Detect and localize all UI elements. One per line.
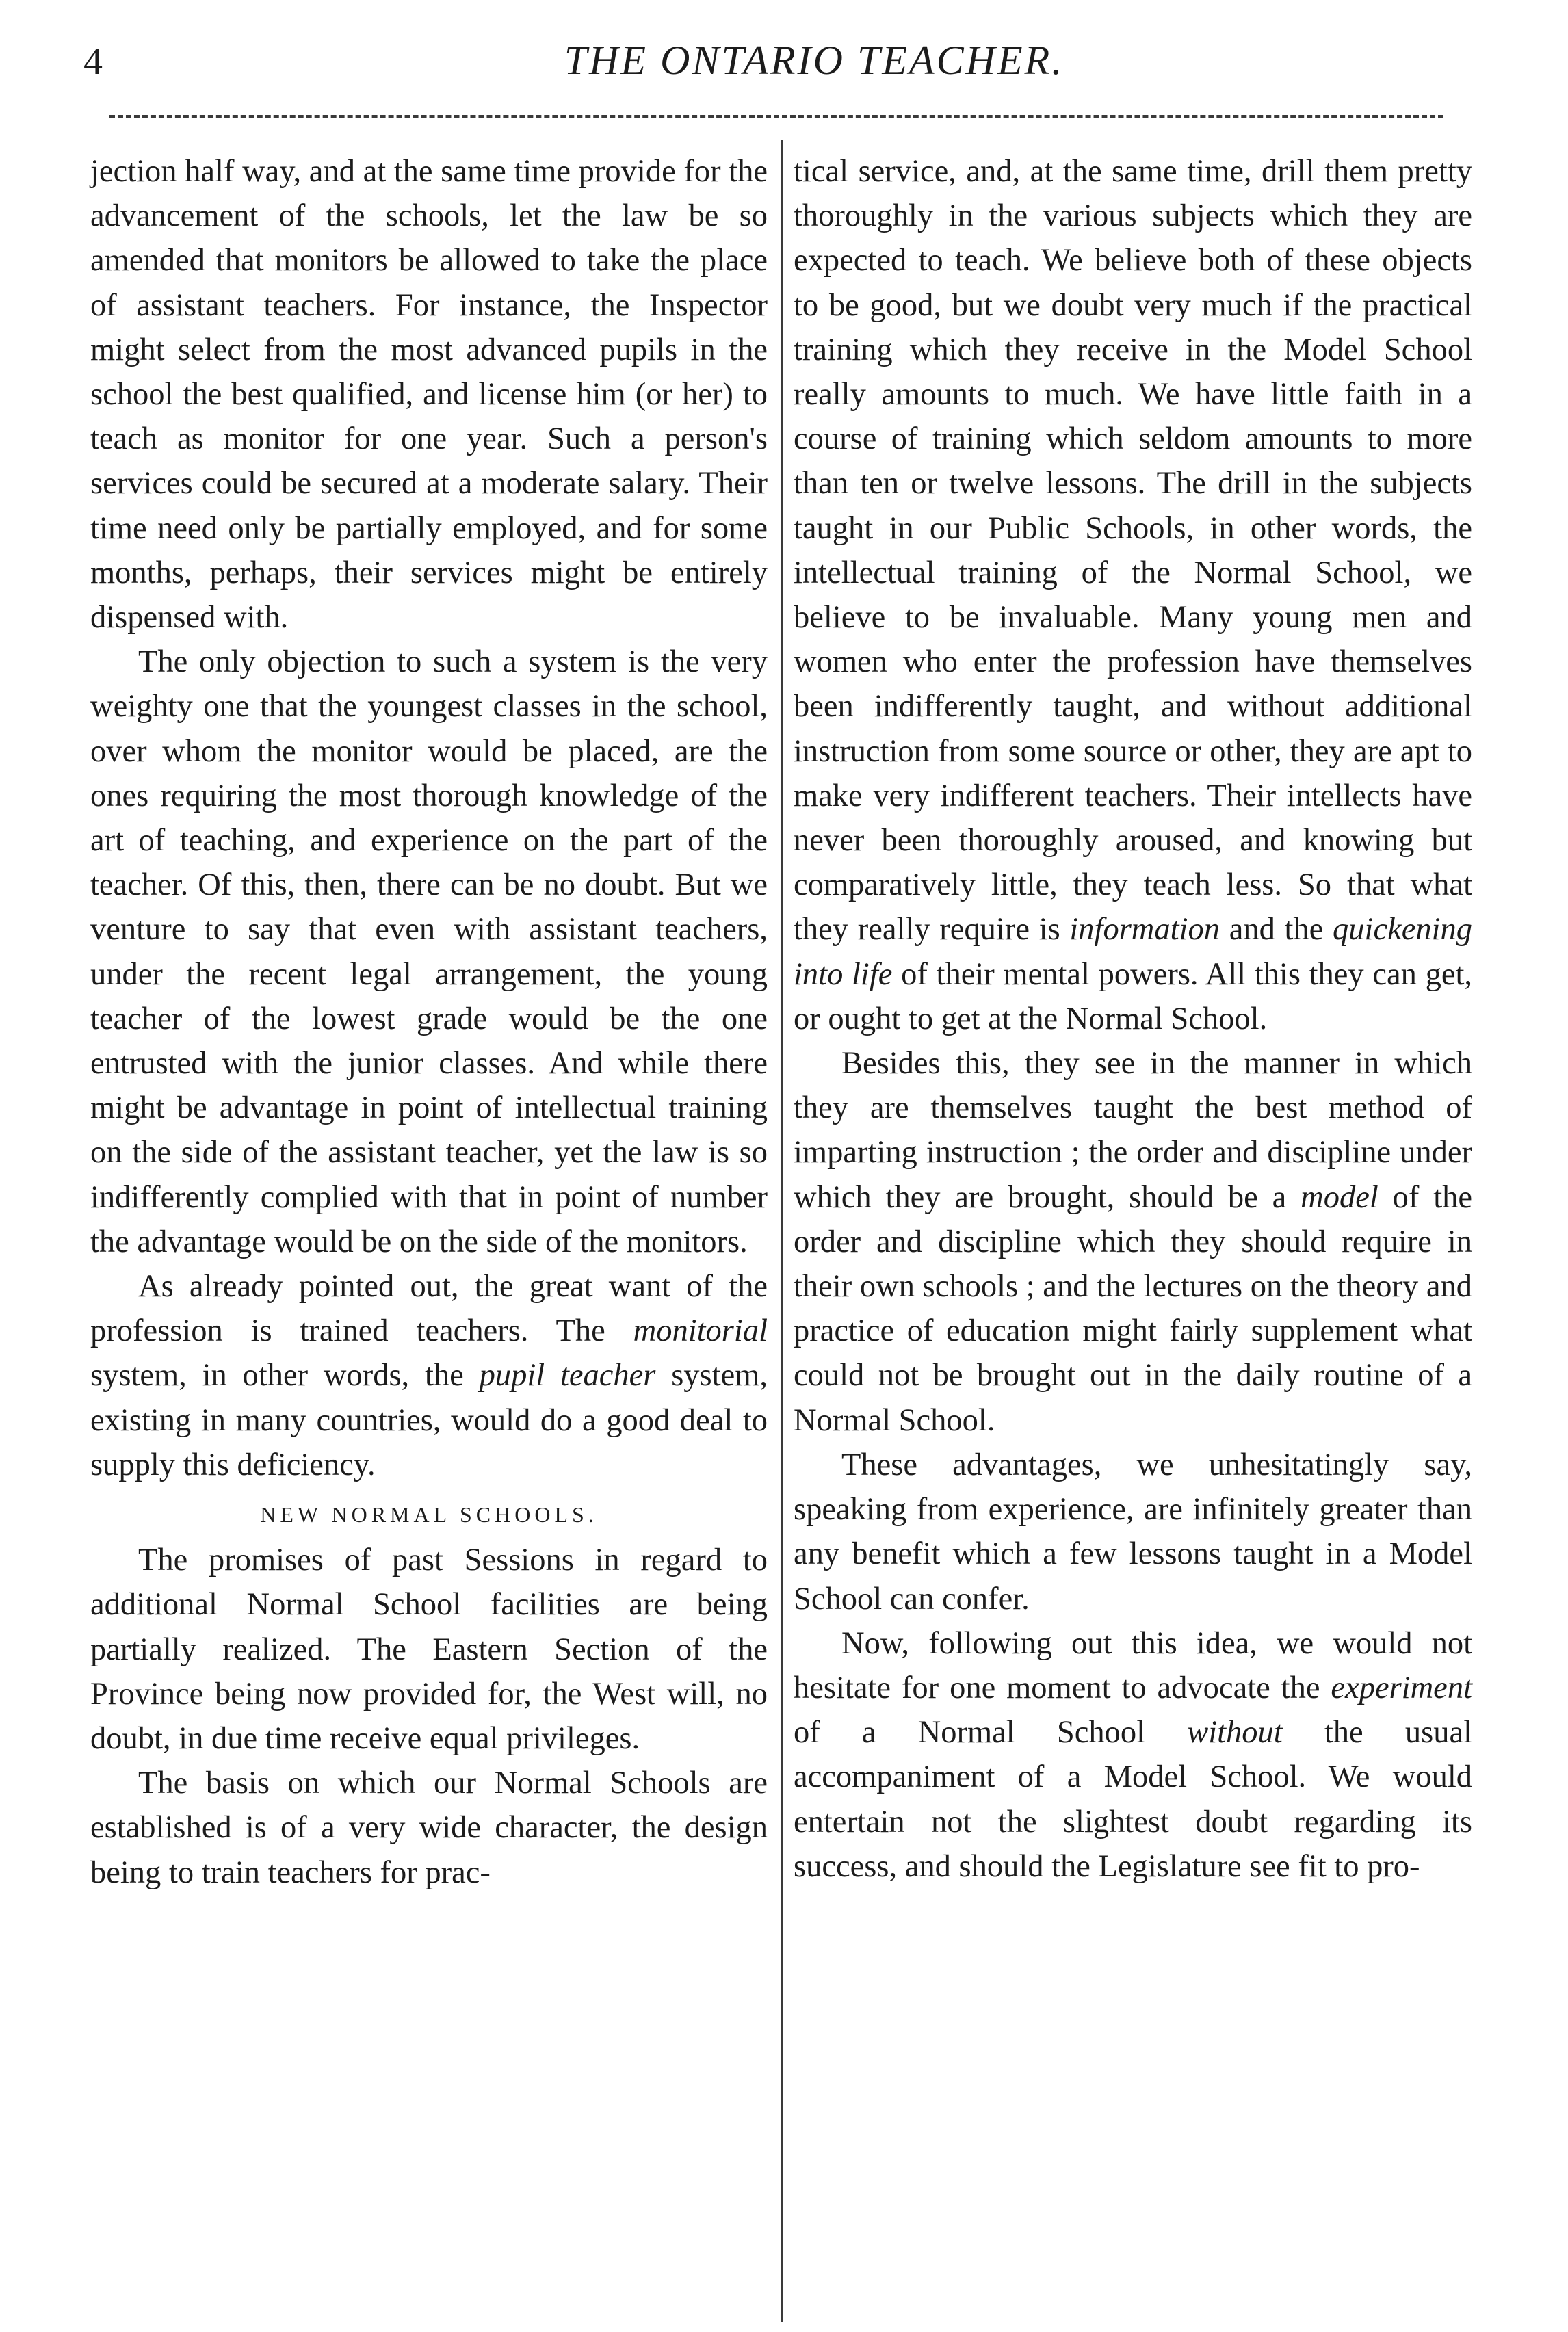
left-paragraph-5: The basis on which our Normal Schools are established is of a very wide character, the design being to train teachers for prac- xyxy=(90,1766,768,1890)
italic-quickening: quickening into life xyxy=(794,912,1473,992)
right-paragraph-4 xyxy=(794,1621,1472,1889)
text-run: Now, following out this idea, we would not hesitate for one moment to advocate the xyxy=(794,1625,1472,1705)
text-run: of their mental powers. All this they can get, or ought to get at the Normal School. xyxy=(794,956,1472,1036)
text-run: system, existing in many countries, would do a good deal to supply this deficiency. xyxy=(90,1358,768,1482)
italic-model: model xyxy=(1301,1179,1378,1215)
text-run: and the xyxy=(1229,912,1324,947)
italic-pupil-teacher: pupil teacher xyxy=(479,1358,656,1393)
italic-monitorial: monitorial xyxy=(633,1313,768,1349)
text-run: of the order and discipline which they should require in their own schools ; and the lectures on the theory and practice of education might fairly supplement what could not be brought out in the daily routine of a Normal School. xyxy=(794,1179,1473,1438)
right-paragraph-2 xyxy=(794,1041,1472,1443)
italic-without: without xyxy=(1187,1715,1283,1751)
text-run: system, in other words, the xyxy=(90,1358,464,1393)
section-heading: NEW NORMAL SCHOOLS. xyxy=(260,1502,598,1528)
running-title: THE ONTARIO TEACHER. xyxy=(564,38,1064,83)
left-paragraph-1: jection half way, and at the same time provide for the advancement of the schools, let the law be so amended that monitors be allowed to take the place of assistant teachers. For instance, the Inspector might select from the most advanced pupils in the school the best qualified, and license him (or her) to teach as monitor for one year. Such a person's services could be secured at a moderate salary. Their time need only be partially employed, and for some months, perhaps, their services might be entirely dispensed with. xyxy=(90,154,768,636)
right-paragraph-3: These advantages, we unhesitatingly say, speaking from experience, are infinitely greater than any benefit which a few lessons taught in a Model School can confer. xyxy=(794,1447,1472,1616)
italic-information: information xyxy=(1069,912,1220,947)
right-column xyxy=(794,149,1472,1889)
left-paragraph-3 xyxy=(90,1264,768,1487)
column-divider xyxy=(781,140,783,2322)
left-paragraph-4: The promises of past Sessions in regard to additional Normal School facilities are being partially realized. The Eastern Section of the Province being now provided for, the West will, no doubt, in due time receive equal privileges. xyxy=(90,1543,768,1756)
right-paragraph-1 xyxy=(794,149,1472,1041)
text-run: tical service, and, at the same time, drill them pretty thoroughly in the various subjects which they are expected to teach. We believe both of these objects to be good, but we doubt very much if the practical training which they receive in the Model School really amounts to much. We have little faith in a course of training which seldom amounts to more than ten or twelve lessons. The drill in the subjects taught in our Public Schools, in other words, the intellectual training of the Normal School, we believe to be invaluable. Many young men and women who enter the profession have themselves been indifferently taught, and without additional instruction from some source or other, they are apt to make very indifferent teachers. Their intellects have never been thoroughly aroused, and knowing but comparatively little, they teach less. So that what they really require is xyxy=(794,154,1472,947)
italic-experiment: experiment xyxy=(1331,1670,1472,1705)
text-run: Besides this, they see in the manner in which they are themselves taught the best method of imparting instruction ; the order and discipline under which they are brought, should be a xyxy=(794,1046,1472,1215)
header-rule xyxy=(109,115,1443,118)
left-paragraph-2: The only objection to such a system is the very weighty one that the youngest classes in the school, over whom the monitor would be placed, are the ones requiring the most thorough knowledge of the art of teaching, and experience on the part of the teacher. Of this, then, there can be no doubt. But we venture to say that even with assistant teachers, under the recent legal arrangement, the young teacher of the lowest grade would be the one entrusted with the junior classes. And while there might be advantage in point of intellectual training on the side of the assistant teacher, yet the law is so indifferently complied with that in point of number the advantage would be on the side of the monitors. xyxy=(90,644,768,1259)
text-run: As already pointed out, the great want of the profession is trained teachers. The xyxy=(90,1269,768,1349)
left-column xyxy=(90,149,768,1895)
text-run: the usual accompaniment of a Model School. We would entertain not the slightest doubt regarding its success, and should the Legislature see fit to pro- xyxy=(794,1715,1473,1884)
page-number: 4 xyxy=(83,40,103,83)
text-run: of a Normal School xyxy=(794,1715,1146,1751)
